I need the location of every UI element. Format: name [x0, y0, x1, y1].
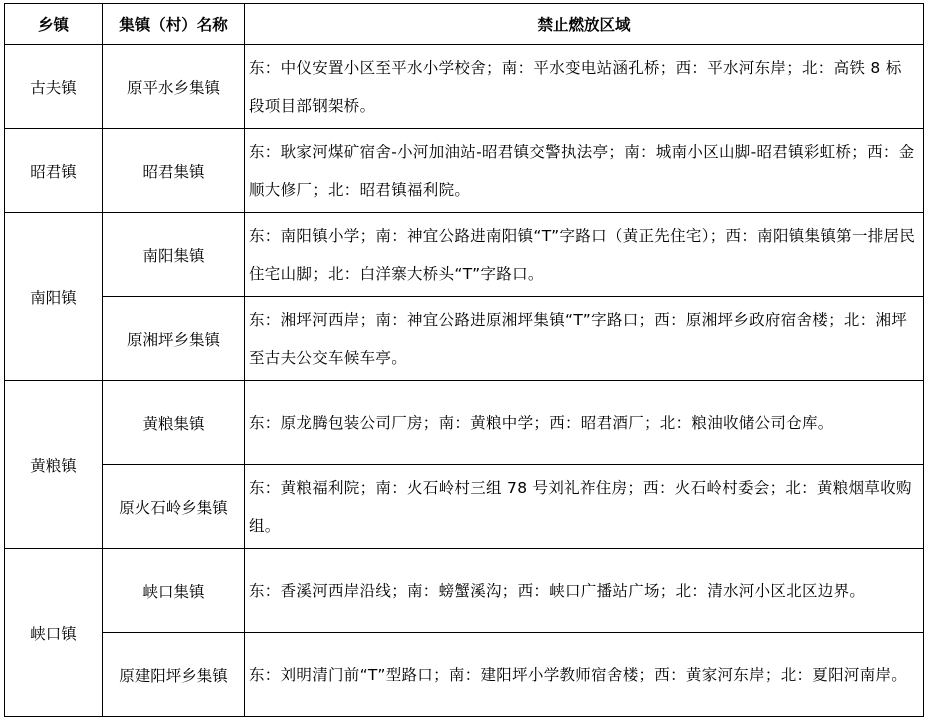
- area-cell: 东：刘明清门前“T”型路口；南：建阳坪小学教师宿舍楼；西：黄家河东岸；北：夏阳河南岸。: [245, 633, 924, 717]
- area-cell: 东：耿家河煤矿宿舍-小河加油站-昭君镇交警执法亭；南：城南小区山脚-昭君镇彩虹桥；西：金顺大修厂；北：昭君镇福利院。: [245, 129, 924, 213]
- fireworks-ban-table: [4, 3, 924, 717]
- village-cell: 原火石岭乡集镇: [103, 465, 245, 549]
- village-cell: 原平水乡集镇: [103, 45, 245, 129]
- village-cell: 原建阳坪乡集镇: [103, 633, 245, 717]
- table-row: [5, 129, 924, 213]
- town-cell: 黄粮镇: [5, 381, 103, 549]
- town-cell: 南阳镇: [5, 213, 103, 381]
- area-cell: 东：湘坪河西岸；南：神宜公路进原湘坪集镇“T”字路口；西：原湘坪乡政府宿舍楼；北：湘坪至古夫公交车候车亭。: [245, 297, 924, 381]
- table-row: [5, 549, 924, 633]
- village-cell: 昭君集镇: [103, 129, 245, 213]
- table-row: [5, 213, 924, 297]
- village-cell: 黄粮集镇: [103, 381, 245, 465]
- header-village: 集镇（村）名称: [103, 4, 245, 45]
- header-town: 乡镇: [5, 4, 103, 45]
- town-cell: 古夫镇: [5, 45, 103, 129]
- village-cell: 南阳集镇: [103, 213, 245, 297]
- area-cell: 东：中仪安置小区至平水小学校舍；南：平水变电站涵孔桥；西：平水河东岸；北：高铁 8 标段项目部钢架桥。: [245, 45, 924, 129]
- area-cell: 东：黄粮福利院；南：火石岭村三组 78 号刘礼祚住房；西：火石岭村委会；北：黄粮烟草收购组。: [245, 465, 924, 549]
- village-cell: 峡口集镇: [103, 549, 245, 633]
- header-row: [5, 4, 924, 45]
- area-cell: 东：南阳镇小学；南：神宜公路进南阳镇“T”字路口（黄正先住宅）；西：南阳镇集镇第一排居民住宅山脚；北：白洋寨大桥头“T”字路口。: [245, 213, 924, 297]
- header-area: 禁止燃放区域: [245, 4, 924, 45]
- area-cell: 东：原龙腾包装公司厂房；南：黄粮中学；西：昭君酒厂；北：粮油收储公司仓库。: [245, 381, 924, 465]
- table-row: [5, 633, 924, 717]
- town-cell: 昭君镇: [5, 129, 103, 213]
- table-row: [5, 297, 924, 381]
- area-cell: 东：香溪河西岸沿线；南：螃蟹溪沟；西：峡口广播站广场；北：清水河小区北区边界。: [245, 549, 924, 633]
- town-cell: 峡口镇: [5, 549, 103, 717]
- table-row: [5, 381, 924, 465]
- village-cell: 原湘坪乡集镇: [103, 297, 245, 381]
- table-row: [5, 45, 924, 129]
- table-row: [5, 465, 924, 549]
